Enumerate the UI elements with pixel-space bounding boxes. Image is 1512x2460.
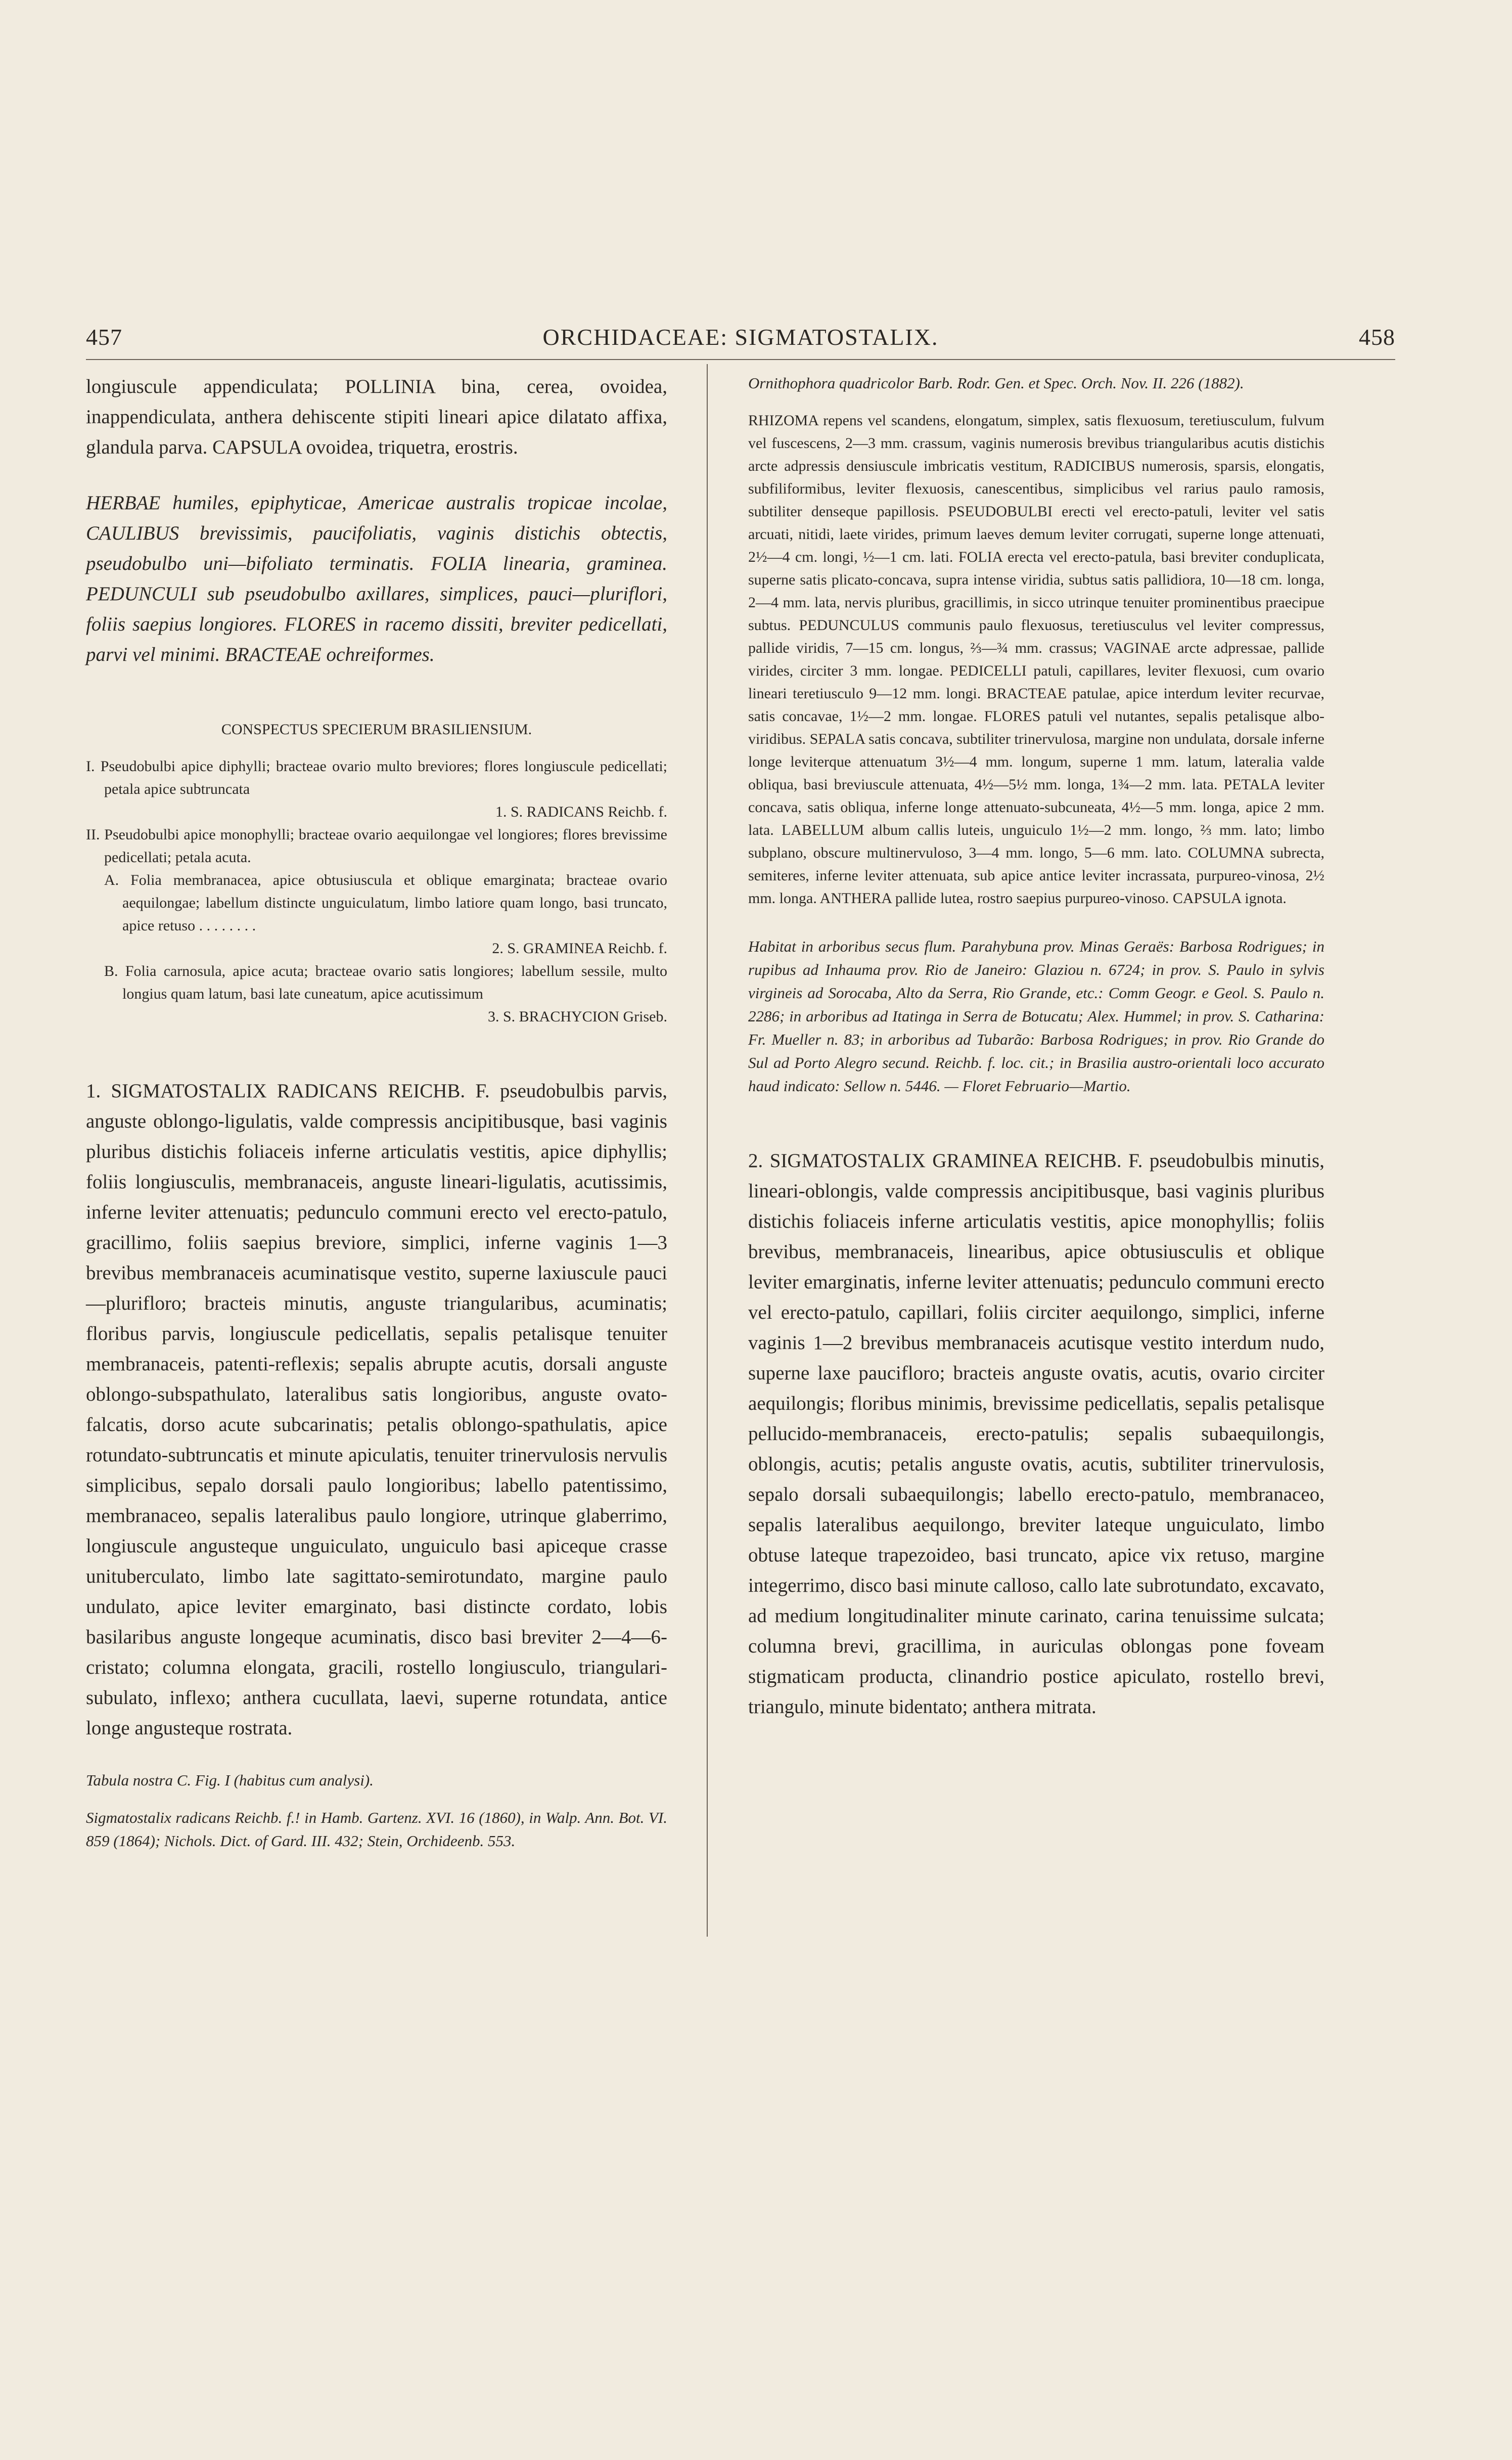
right-column	[748, 372, 1324, 1722]
species-1-description: 1. SIGMATOSTALIX RADICANS REICHB. F. pseudobulbis parvis, anguste oblongo-ligulatis, valde compressis ancipitibusque, basi vaginis pluribus distichis foliaceis inferne articulatis vestitis, apice diphyllis; foliis longiusculis, membranaceis, anguste lineari-ligulatis, acutissimis, inferne leviter attenuatis; pedunculo communi erecto vel erecto-patulo, gracillimo, foliis saepius breviore, simplici, inferne vaginis 1—3 brevibus membranaceis acuminatisque vestito, superne laxiuscule pauci—plurifloro; bracteis minutis, anguste triangularibus, acuminatis; floribus parvis, longiuscule pedicellatis, sepalis petalisque tenuiter membranaceis, patenti-reflexis; sepalis abrupte acutis, dorsali anguste oblongo-subspathulato, lateralibus satis longioribus, anguste ovato-falcatis, dorso acute subcarinatis; petalis oblongo-spathulatis, apice rotundato-subtruncatis et minute apiculatis, tenuiter trinervulosis nervulis simplicibus, sepalo dorsali paulo longioribus; labello patentissimo, membranaceo, sepalis lateralibus paulo longiore, utrinque glaberrimo, longiuscule angusteque unguiculato, unguiculo basi apiceque crasse unituberculato, limbo late sagittato-semirotundato, margine paulo undulato, apice leviter emarginato, basi distincte cordato, lobis basilaribus anguste longeque acuminatis, disco basi breviter 2—4—6-cristato; columna elongata, gracili, rostello longiusculo, triangulari-subulato, inflexo; anthera cucullata, laevi, superne rotundata, antice longe angusteque rostrata.	[86, 1080, 667, 1739]
key-entry-B: B. Folia carnosula, apice acuta; bracteae ovario satis longiores; labellum sessile, multo longius quam latum, basi late cuneatum, apice acutissimum	[104, 963, 667, 1002]
key-entry-A-species: 2. S. GRAMINEA Reichb. f.	[492, 940, 667, 957]
conspectus-title: CONSPECTUS SPECIERUM BRASILIENSIUM.	[221, 721, 532, 738]
synonym-line: Ornithophora quadricolor Barb. Rodr. Gen. et Spec. Orch. Nov. II. 226 (1882).	[748, 374, 1244, 392]
left-column	[86, 372, 667, 1853]
page-number-left: 457	[86, 324, 122, 350]
running-title: ORCHIDACEAE: SIGMATOSTALIX.	[542, 324, 939, 350]
species-2-description: 2. SIGMATOSTALIX GRAMINEA REICHB. F. pseudobulbis minutis, lineari-oblongis, valde compressis ancipitibusque, basi vaginis pluribus distichis foliaceis inferne articulatis vestitis, apice monophyllis; foliis brevibus, membranaceis, linearibus, apice obtusiusculis et oblique leviter emarginatis, inferne leviter attenuatis; pedunculo communi erecto vel erecto-patulo, capillari, foliis circiter aequilongo, simplici, inferne vaginis 1—2 brevibus membranaceis acutisque vestito interdum nudo, superne laxe paucifloro; bracteis anguste ovatis, acutis, ovario circiter aequilongis; floribus minimis, brevissime pedicellatis, sepalis petalisque pellucido-membranaceis, erecto-patulis; sepalis subaequilongis, oblongis, acutis; petalis anguste ovatis, acutis, subtiliter trinervulosis, sepalo dorsali subaequilongis; labello erecto-patulo, membranaceo, sepalis lateralibus aequilongo, breviter lateque unguiculato, limbo obtuse lateque trapezoideo, basi truncato, apice vix retuso, margine integerrimo, disco basi minute calloso, callo late subrotundato, excavato, ad medium longitudinaliter minute carinato, carina tenuissime sulcata; columna brevi, gracillima, in auriculas oblongas pone foveam stigmaticam producta, clinandrio postice apiculato, rostello brevi, triangulo, minute bidentato; anthera mitrata.	[748, 1150, 1324, 1718]
description-paragraph: RHIZOMA repens vel scandens, elongatum, simplex, satis flexuosum, teretiusculum, fulvum vel fuscescens, 2—3 mm. crassum, vaginis numerosis brevibus triangularibus acutis distichis arcte adpressis densiuscule imbricatis vestitum, RADICIBUS numerosis, sparsis, elongatis, subfiliformibus, leviter flexuosis, canescentibus, simplicibus vel rarius paulo ramosis, subtiliter denseque papillosis. PSEUDOBULBI erecti vel erecto-patuli, leviter vel satis arcuati, nitidi, laete virides, primum laeves demum leviter corrugati, superne longe attenuati, 2½—4 cm. longi, ½—1 cm. lati. FOLIA erecta vel erecto-patula, basi breviter conduplicata, superne satis plicato-concava, supra intense viridia, subtus satis pallidiora, 10—18 cm. longa, 2—4 mm. lata, nervis pluribus, gracillimis, in sicco utrinque tenuiter prominentibus praecipue subtus. PEDUNCULUS communis paulo flexuosus, teretiusculus vel leviter compressus, pallide viridis, 7—15 cm. longus, ⅔—¾ mm. crassus; VAGINAE arcte adpressae, pallide virides, circiter 3 mm. longae. PEDICELLI patuli, capillares, leviter flexuosi, cum ovario lineari teretiusculo 9—12 mm. longi. BRACTEAE patulae, apice interdum leviter recurvae, satis concavae, 1½—2 mm. longae. FLORES patuli vel nutantes, sepalis petalisque albo-viridibus. SEPALA satis concava, subtiliter trinervulosa, margine non undulata, dorsale inferne longe leviterque attenuatum 3½—4 mm. longum, superne 1 mm. latum, lateralia valde obliqua, basi breviuscule attenuata, 4½—5½ mm. longa, 1¾—2 mm. lata. PETALA leviter concava, satis obliqua, inferne longe attenuato-subcuneata, 4½—5 mm. longa, apice 2 mm. lata. LABELLUM album callis luteis, unguiculo 1½—2 mm. longo, ⅔ mm. lato; limbo subplano, obscure multinervuloso, 3—4 mm. longo, 5—6 mm. lato. COLUMNA subrecta, semiteres, inferne leviter attenuata, sub apice antice leviter incrassata, purpureo-vinosa, 2½ mm. longa. ANTHERA pallide lutea, rostro saepius purpureo-vinoso. CAPSULA ignota.	[748, 412, 1324, 907]
species-1-references: Sigmatostalix radicans Reichb. f.! in Hamb. Gartenz. XVI. 16 (1860), in Walp. Ann. Bot. VI. 859 (1864); Nichols. Dict. of Gard. III. 432; Stein, Orchideenb. 553.	[86, 1809, 667, 1850]
intro-paragraph: longiuscule appendiculata; POLLINIA bina, cerea, ovoidea, inappendiculata, anthera dehiscente stipiti lineari apice dilatato affixa, glandula parva. CAPSULA ovoidea, triquetra, erostris.	[86, 376, 667, 458]
header-rule	[86, 359, 1395, 360]
key-entry-B-species: 3. S. BRACHYCION Griseb.	[487, 1008, 667, 1025]
tabula-note: Tabula nostra C. Fig. I (habitus cum analysi).	[86, 1771, 374, 1789]
column-divider	[707, 364, 708, 1937]
key-entry-I: I. Pseudobulbi apice diphylli; bracteae ovario multo breviores; flores longiuscule pedicellati; petala apice subtruncata	[86, 758, 667, 797]
key-entry-II: II. Pseudobulbi apice monophylli; bracteae ovario aequilongae vel longiores; flores brevissime pedicellati; petala acuta.	[86, 826, 667, 866]
page-header	[86, 324, 1395, 354]
key-entry-A: A. Folia membranacea, apice obtusiuscula et oblique emarginata; bracteae ovario aequilongae; labellum distincte unguiculatum, limbo latiore quam longo, basi truncato, apice retuso . . . . . . . .	[104, 872, 667, 934]
page-number-right: 458	[1359, 324, 1395, 350]
habitat-paragraph: Habitat in arboribus secus flum. Parahybuna prov. Minas Geraës: Barbosa Rodrigues; in rupibus ad Inhauma prov. Rio de Janeiro: Glaziou n. 6724; in prov. S. Paulo in sylvis virgineis ad Sorocaba, Alto da Serra, Rio Grande, etc.: Comm Geogr. e Geol. S. Paulo n. 2286; in arboribus ad Itatinga in Serra de Botucatu; Alex. Hummel; in prov. S. Catharina: Fr. Mueller n. 83; in arboribus ad Tubarão: Barbosa Rodrigues; in prov. Rio Grande do Sul ad Porto Alegro secund. Reichb. f. loc. cit.; in Brasilia austro-orientali loco accurato haud indicato: Sellow n. 5446. — Floret Februario—Martio.	[748, 937, 1324, 1095]
herbae-paragraph: HERBAE humiles, epiphyticae, Americae australis tropicae incolae, CAULIBUS brevissimis, paucifoliatis, vaginis distichis obtectis, pseudobulbo uni—bifoliato terminatis. FOLIA linearia, graminea. PEDUNCULI sub pseudobulbo axillares, simplices, pauci—pluriflori, foliis saepius longiores. FLORES in racemo dissiti, breviter pedicellati, parvi vel minimi. BRACTEAE ochreiformes.	[86, 492, 667, 665]
key-entry-I-species: 1. S. RADICANS Reichb. f.	[495, 803, 667, 820]
